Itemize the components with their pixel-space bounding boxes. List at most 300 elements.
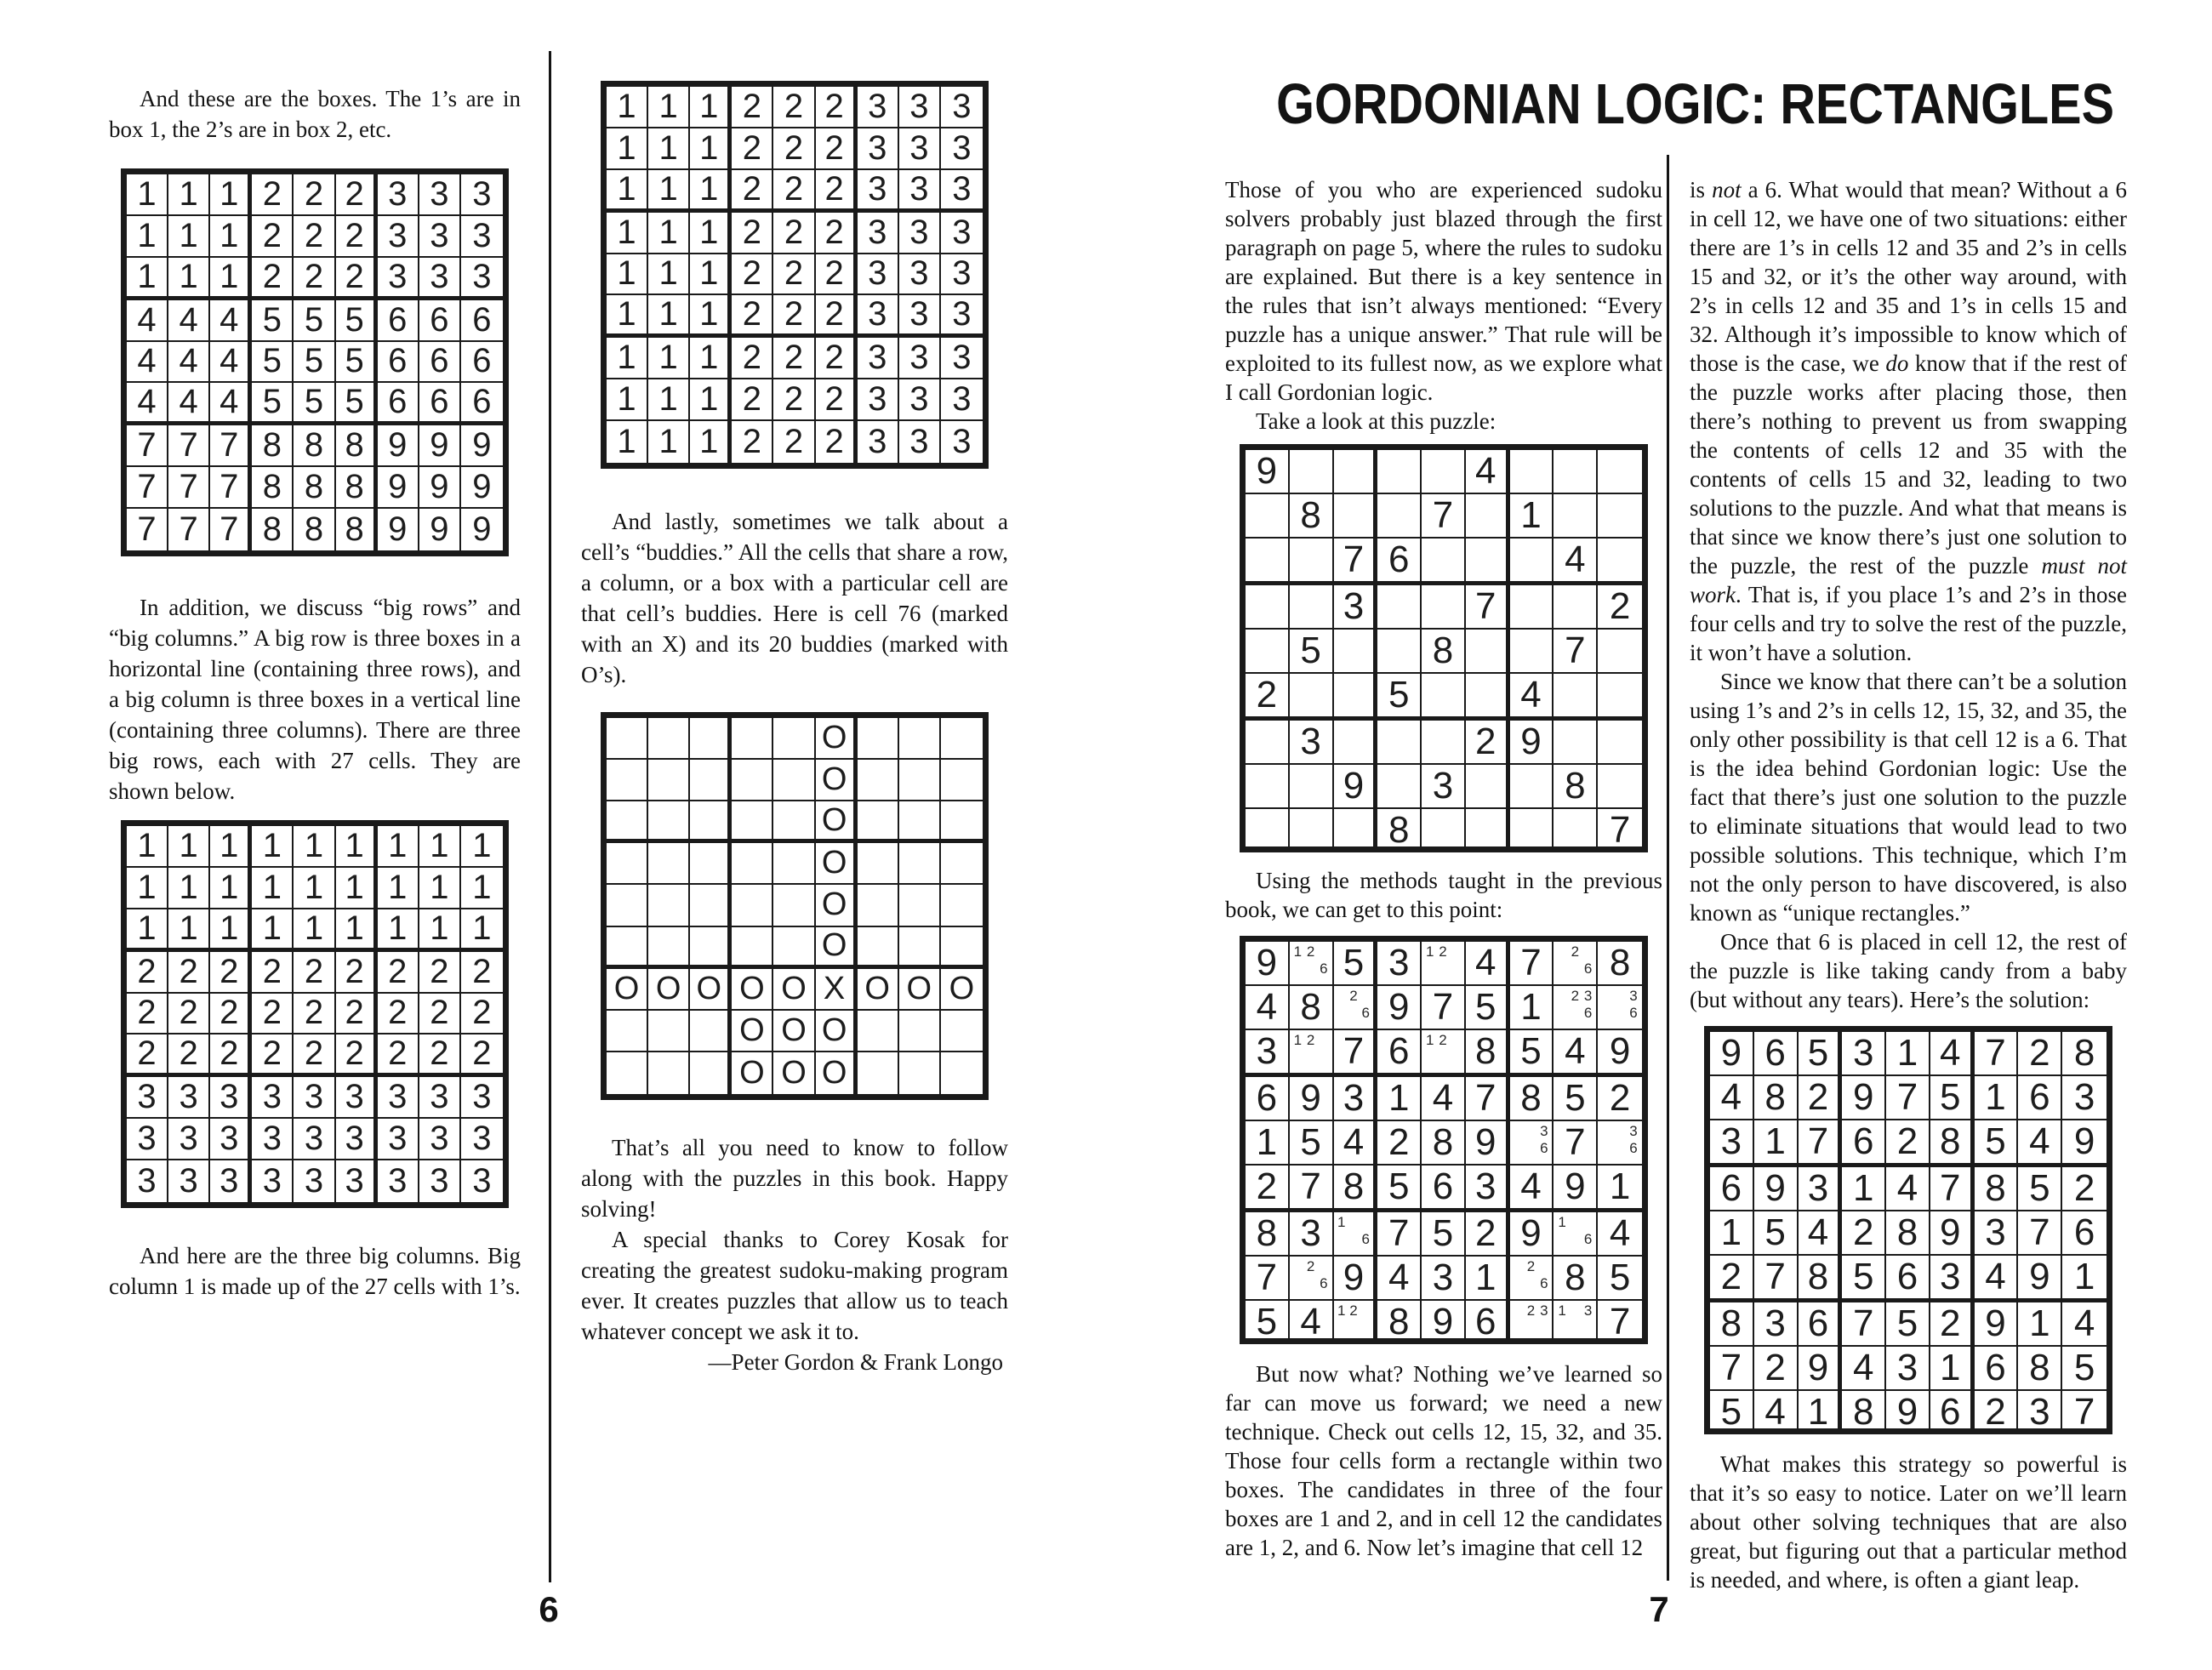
cell-value: 8 bbox=[262, 426, 282, 465]
grid-cell bbox=[127, 1077, 168, 1119]
grid-cell bbox=[1246, 1030, 1290, 1077]
grid-cell bbox=[1598, 1212, 1642, 1257]
cell-value: 3 bbox=[952, 423, 972, 461]
cell-value: 7 bbox=[1985, 1032, 2006, 1074]
grid-cell bbox=[210, 1119, 252, 1160]
cell-value: 2 bbox=[1896, 1120, 1918, 1162]
grid-cell bbox=[461, 258, 503, 300]
grid-cell bbox=[1930, 1391, 1975, 1433]
grid-cell bbox=[461, 509, 503, 550]
grid-cell bbox=[941, 1052, 983, 1094]
grid-cell bbox=[461, 383, 503, 425]
candidate-digit bbox=[1450, 972, 1462, 983]
grid-cell bbox=[858, 213, 899, 254]
grid-cell bbox=[419, 909, 461, 952]
cell-value: 8 bbox=[1609, 942, 1631, 983]
candidate-digit bbox=[1525, 1140, 1537, 1157]
grid-cell bbox=[648, 87, 690, 128]
grid-cell bbox=[1510, 494, 1554, 539]
cell-value: 5 bbox=[1764, 1211, 1786, 1253]
cell-value: 7 bbox=[137, 426, 157, 465]
cell-value: 4 bbox=[1764, 1391, 1786, 1433]
cell-value: 7 bbox=[1388, 1212, 1410, 1254]
right-page-column-divider bbox=[1667, 155, 1669, 1581]
grid-cell bbox=[461, 1034, 503, 1077]
candidate-digit bbox=[1537, 1319, 1550, 1331]
cell-value: 2 bbox=[304, 994, 324, 1032]
grid-cell bbox=[1290, 1166, 1334, 1212]
grid-cell bbox=[1377, 494, 1422, 539]
grid-cell bbox=[648, 718, 690, 760]
cell-value: 3 bbox=[952, 128, 972, 167]
grid-cell bbox=[1554, 539, 1598, 585]
grid-cell bbox=[461, 425, 503, 467]
grid-cell bbox=[336, 467, 378, 509]
grid-cell bbox=[210, 868, 252, 909]
cell-value: 3 bbox=[262, 1120, 282, 1158]
cell-value: 5 bbox=[1256, 1301, 1278, 1342]
cell-value: 9 bbox=[472, 426, 492, 465]
grid-cell bbox=[1598, 1030, 1642, 1077]
grid-cell bbox=[690, 87, 732, 128]
attribution: —Peter Gordon & Frank Longo bbox=[708, 1349, 1003, 1375]
grid-cell bbox=[773, 885, 815, 926]
left-page-column-2 bbox=[581, 81, 1008, 1377]
emphasized-text: not bbox=[1712, 177, 1742, 202]
grid-cell bbox=[1246, 1077, 1290, 1121]
cell-value: 3 bbox=[345, 1120, 364, 1158]
cell-value: 1 bbox=[2073, 1256, 2095, 1297]
cell-value: 3 bbox=[868, 254, 887, 293]
big-rows-grid bbox=[121, 820, 509, 1208]
grid-cell bbox=[1975, 1211, 2019, 1256]
grid-cell bbox=[419, 1119, 461, 1160]
grid-cell bbox=[1422, 539, 1466, 585]
cell-value: 2 bbox=[742, 213, 761, 251]
cell-value: O bbox=[613, 970, 640, 1006]
grid-cell bbox=[294, 425, 335, 467]
cell-value: 5 bbox=[1300, 1121, 1321, 1163]
cell-value: 5 bbox=[1475, 986, 1497, 1028]
grid-cell bbox=[2018, 1256, 2062, 1302]
grid-cell bbox=[1334, 942, 1378, 986]
grid-cell bbox=[1290, 942, 1334, 986]
grid-cell bbox=[1290, 765, 1334, 809]
candidate-digit bbox=[1613, 1140, 1627, 1157]
grid-cell bbox=[378, 909, 419, 952]
grid-cell bbox=[732, 885, 773, 926]
cell-value: 1 bbox=[699, 380, 719, 419]
grid-cell bbox=[252, 826, 294, 868]
grid-cell bbox=[336, 300, 378, 342]
cell-value: 2 bbox=[1852, 1211, 1874, 1253]
grid-cell bbox=[294, 868, 335, 909]
paragraph-buddies: And lastly, sometimes we talk about a cell’s “buddies.” All the cells that share a row, a column, or a box with a particular cell are that cell’s buddies. Here is cell 76 (marked with an X) and its 20 buddies (marked with O’s). bbox=[581, 509, 1008, 687]
grid-cell bbox=[461, 1119, 503, 1160]
candidate-digit bbox=[1525, 1157, 1537, 1162]
grid-cell bbox=[1377, 809, 1422, 852]
grid-cell bbox=[816, 885, 858, 926]
candidate-digit bbox=[1555, 1319, 1568, 1331]
grid-cell bbox=[1886, 1167, 1930, 1211]
candidate-digit: 2 bbox=[1349, 988, 1358, 1004]
cell-value: 7 bbox=[1720, 1347, 1742, 1388]
cell-value: 7 bbox=[1256, 1257, 1278, 1298]
cell-value: 1 bbox=[699, 254, 719, 293]
cell-value: 3 bbox=[909, 423, 929, 461]
grid-cell bbox=[378, 952, 419, 994]
right-page-column-2 bbox=[1690, 175, 2127, 1594]
grid-cell bbox=[1422, 1212, 1466, 1257]
cell-value: 4 bbox=[2073, 1302, 2095, 1344]
cell-value: 3 bbox=[304, 1120, 324, 1158]
grid-cell bbox=[1930, 1302, 1975, 1347]
grid-cell bbox=[294, 1034, 335, 1077]
grid-cell bbox=[732, 843, 773, 885]
cell-value: 5 bbox=[345, 383, 364, 421]
grid-cell bbox=[648, 760, 690, 801]
candidate-digit bbox=[1317, 1049, 1330, 1060]
grid-cell bbox=[858, 801, 899, 843]
cell-value: 3 bbox=[868, 213, 887, 251]
grid-cell bbox=[127, 300, 168, 342]
grid-cell bbox=[210, 300, 252, 342]
cell-value: 1 bbox=[658, 380, 678, 419]
candidate-digit bbox=[1360, 1302, 1371, 1319]
grid-cell bbox=[336, 342, 378, 384]
grid-cell bbox=[858, 254, 899, 296]
grid-cell bbox=[648, 338, 690, 379]
candidate-digit: 2 bbox=[1306, 943, 1315, 960]
grid-cell bbox=[1598, 986, 1642, 1030]
cell-value: 8 bbox=[1764, 1076, 1786, 1118]
grid-cell bbox=[2018, 1347, 2062, 1391]
cell-value: 8 bbox=[2073, 1032, 2095, 1074]
candidate-marks bbox=[1512, 1123, 1551, 1162]
candidate-digit: 2 bbox=[1526, 1302, 1536, 1319]
grid-cell bbox=[1422, 1166, 1466, 1212]
cell-value: 6 bbox=[1388, 1030, 1410, 1072]
candidate-digit bbox=[1317, 1060, 1330, 1071]
cell-value: 3 bbox=[1300, 1212, 1321, 1254]
grid-cell bbox=[1466, 630, 1510, 674]
cell-value: 6 bbox=[430, 342, 449, 380]
grid-cell bbox=[1886, 1211, 1930, 1256]
cell-value: 3 bbox=[388, 174, 408, 213]
cell-value: 1 bbox=[2029, 1302, 2050, 1344]
grid-cell bbox=[941, 885, 983, 926]
grid-cell bbox=[1377, 1121, 1422, 1166]
paragraph-powerful: What makes this strategy so powerful is that it’s so easy to notice. Later on we’ll learn about other solving techniques that are also great, but figuring out that a particular method is needed, and where, is often a giant leap. bbox=[1690, 1451, 2127, 1593]
grid-cell bbox=[1598, 674, 1642, 721]
cell-value: 1 bbox=[472, 868, 492, 906]
grid-cell bbox=[127, 342, 168, 384]
grid-cell bbox=[1975, 1302, 2019, 1347]
cell-value: 5 bbox=[1940, 1076, 1961, 1118]
cell-value: 3 bbox=[952, 213, 972, 251]
grid-cell bbox=[732, 295, 773, 338]
candidate-digit bbox=[1599, 1022, 1613, 1027]
cell-value: 2 bbox=[179, 952, 198, 990]
candidate-digit bbox=[1423, 1060, 1436, 1071]
cell-value: 1 bbox=[262, 868, 282, 906]
grid-cell bbox=[941, 760, 983, 801]
grid-cell bbox=[336, 994, 378, 1035]
grid-cell bbox=[607, 295, 648, 338]
candidate-digit bbox=[1304, 960, 1317, 977]
cell-value: 4 bbox=[1609, 1212, 1631, 1254]
cell-value: 3 bbox=[388, 257, 408, 295]
cell-value: 1 bbox=[617, 254, 636, 293]
cell-value: 1 bbox=[137, 174, 157, 213]
cell-value: 7 bbox=[1432, 986, 1454, 1028]
cell-value: 3 bbox=[1432, 765, 1454, 807]
candidate-digit bbox=[1450, 1032, 1462, 1049]
candidate-digit: 6 bbox=[1583, 960, 1593, 977]
cell-value: 1 bbox=[219, 868, 239, 906]
cell-value: O bbox=[821, 1054, 847, 1091]
cell-value: 8 bbox=[345, 468, 364, 506]
grid-cell bbox=[1799, 1347, 1843, 1391]
grid-cell bbox=[732, 379, 773, 421]
cell-value: 2 bbox=[219, 1034, 239, 1073]
candidate-digit: 2 bbox=[1571, 988, 1580, 1004]
page-title-text: GORDONIAN LOGIC: RECTANGLES bbox=[1276, 72, 2115, 136]
grid-cell bbox=[419, 467, 461, 509]
candidate-digit bbox=[1360, 1248, 1371, 1253]
cell-value: 3 bbox=[1940, 1256, 1961, 1297]
grid-cell bbox=[690, 421, 732, 463]
cell-value: 2 bbox=[219, 994, 239, 1032]
grid-cell bbox=[607, 170, 648, 213]
cell-value: 8 bbox=[1300, 986, 1321, 1028]
cell-value: 2 bbox=[179, 994, 198, 1032]
grid-cell bbox=[2018, 1032, 2062, 1076]
cell-value: 7 bbox=[1852, 1302, 1874, 1344]
candidate-digit bbox=[1512, 1331, 1525, 1342]
grid-cell bbox=[607, 885, 648, 926]
candidate-digit bbox=[1599, 1005, 1613, 1022]
candidate-digit bbox=[1582, 977, 1594, 983]
grid-cell bbox=[378, 258, 419, 300]
cell-value: 2 bbox=[1256, 1166, 1278, 1207]
cell-value: 3 bbox=[909, 213, 929, 251]
candidate-digit: 3 bbox=[1540, 1302, 1548, 1319]
candidate-digit bbox=[1348, 1231, 1360, 1248]
candidate-digit bbox=[1450, 1049, 1462, 1060]
grid-cell bbox=[607, 927, 648, 969]
cell-value: 8 bbox=[1807, 1256, 1829, 1297]
grid-cell bbox=[210, 1077, 252, 1119]
cell-value: 2 bbox=[742, 128, 761, 167]
cell-value: O bbox=[696, 970, 722, 1006]
cell-value: 2 bbox=[304, 216, 324, 254]
grid-cell bbox=[127, 1160, 168, 1202]
paragraph-once: Once that 6 is placed in cell 12, the rest of the puzzle is like taking candy from a baby (but without any tears). Here’s the solution: bbox=[1690, 929, 2127, 1012]
grid-cell bbox=[941, 87, 983, 128]
grid-cell bbox=[1422, 585, 1466, 630]
grid-cell bbox=[648, 885, 690, 926]
cell-value: 2 bbox=[1256, 674, 1278, 715]
grid-cell bbox=[816, 254, 858, 296]
cell-value: 1 bbox=[617, 213, 636, 251]
grid-cell bbox=[336, 868, 378, 909]
grid-cell bbox=[899, 801, 941, 843]
grid-cell bbox=[773, 254, 815, 296]
cell-value: 3 bbox=[262, 1078, 282, 1116]
grid-cell bbox=[252, 509, 294, 550]
grid-cell bbox=[690, 1052, 732, 1094]
cell-value: 6 bbox=[388, 342, 408, 380]
grid-cell bbox=[899, 170, 941, 213]
grid-cell bbox=[2062, 1211, 2107, 1256]
grid-cell bbox=[1754, 1167, 1799, 1211]
candidate-digit bbox=[1512, 1140, 1525, 1157]
grid-cell bbox=[1377, 721, 1422, 765]
grid-cell bbox=[378, 868, 419, 909]
cell-value: 1 bbox=[179, 216, 198, 254]
cell-value: 1 bbox=[658, 423, 678, 461]
grid-cell bbox=[1377, 1077, 1422, 1121]
grid-cell bbox=[1466, 942, 1510, 986]
candidate-digit bbox=[1436, 1060, 1449, 1071]
candidate-digit: 6 bbox=[1583, 1231, 1593, 1247]
cell-value: 2 bbox=[388, 1034, 408, 1073]
grid-cell bbox=[648, 927, 690, 969]
grid-cell bbox=[816, 338, 858, 379]
cell-value: 2 bbox=[345, 1034, 364, 1073]
candidate-digit bbox=[1555, 1005, 1568, 1022]
grid-cell bbox=[378, 425, 419, 467]
grid-cell bbox=[941, 338, 983, 379]
cell-value: 3 bbox=[868, 423, 887, 461]
cell-value: 1 bbox=[658, 128, 678, 167]
cell-value: 2 bbox=[430, 1034, 449, 1073]
grid-cell bbox=[127, 868, 168, 909]
grid-cell bbox=[1710, 1256, 1754, 1302]
cell-value: 3 bbox=[952, 169, 972, 208]
grid-cell bbox=[1290, 986, 1334, 1030]
grid-cell bbox=[1554, 585, 1598, 630]
grid-cell bbox=[336, 826, 378, 868]
grid-cell bbox=[294, 174, 335, 216]
grid-cell bbox=[1710, 1391, 1754, 1433]
candidate-digit: 1 bbox=[1558, 1214, 1566, 1230]
grid-cell bbox=[1554, 494, 1598, 539]
right-page-column-1 bbox=[1225, 175, 1662, 1562]
cell-value: 9 bbox=[1432, 1301, 1454, 1342]
grid-cell bbox=[1598, 1301, 1642, 1343]
grid-cell bbox=[1246, 539, 1290, 585]
cell-value: 8 bbox=[1896, 1211, 1918, 1253]
grid-cell bbox=[941, 254, 983, 296]
cell-value: 4 bbox=[1807, 1211, 1829, 1253]
grid-cell bbox=[773, 927, 815, 969]
grid-cell bbox=[732, 1011, 773, 1052]
grid-cell bbox=[1422, 765, 1466, 809]
grid-cell bbox=[1422, 450, 1466, 494]
grid-cell bbox=[690, 170, 732, 213]
cell-value: 2 bbox=[304, 257, 324, 295]
cell-value: 2 bbox=[742, 254, 761, 293]
grid-cell bbox=[1886, 1120, 1930, 1167]
cell-value: 3 bbox=[304, 1078, 324, 1116]
grid-cell bbox=[127, 174, 168, 216]
candidate-digit bbox=[1304, 977, 1317, 983]
grid-cell bbox=[858, 885, 899, 926]
cell-value: 3 bbox=[868, 87, 887, 125]
cell-value: 1 bbox=[304, 826, 324, 864]
grid-cell bbox=[419, 994, 461, 1035]
candidate-digit: 1 bbox=[1426, 943, 1434, 960]
grid-cell bbox=[1554, 630, 1598, 674]
grid-cell bbox=[461, 1077, 503, 1119]
cell-value: 6 bbox=[2029, 1076, 2050, 1118]
cell-value: 5 bbox=[1565, 1077, 1586, 1119]
cell-value: 3 bbox=[430, 174, 449, 213]
cell-value: 2 bbox=[472, 952, 492, 990]
grid-cell bbox=[1510, 450, 1554, 494]
cell-value: 3 bbox=[952, 295, 972, 333]
cell-value: 3 bbox=[909, 339, 929, 377]
cell-value: 9 bbox=[1764, 1167, 1786, 1209]
cell-value: 3 bbox=[430, 1162, 449, 1200]
cell-value: 2 bbox=[824, 87, 844, 125]
cell-value: O bbox=[821, 886, 847, 923]
cell-value: 2 bbox=[304, 1034, 324, 1073]
grid-cell bbox=[294, 994, 335, 1035]
grid-cell bbox=[378, 994, 419, 1035]
grid-cell bbox=[1554, 1121, 1598, 1166]
grid-cell bbox=[732, 760, 773, 801]
cell-value: 1 bbox=[1940, 1347, 1961, 1388]
grid-cell bbox=[210, 952, 252, 994]
cell-value: 3 bbox=[909, 254, 929, 293]
cell-value: 7 bbox=[1343, 1030, 1365, 1072]
cell-value: 4 bbox=[179, 383, 198, 421]
grid-cell bbox=[1334, 630, 1378, 674]
grid-cell bbox=[773, 421, 815, 463]
cell-value: 1 bbox=[658, 254, 678, 293]
cell-value: 1 bbox=[345, 826, 364, 864]
grid-cell bbox=[168, 174, 210, 216]
cell-value: 6 bbox=[472, 383, 492, 421]
cell-value: 1 bbox=[388, 909, 408, 947]
candidate-digit bbox=[1613, 1022, 1627, 1027]
cell-value: 3 bbox=[952, 87, 972, 125]
cell-value: 4 bbox=[1520, 1166, 1542, 1207]
cell-value: 5 bbox=[345, 342, 364, 380]
grid-cell bbox=[732, 969, 773, 1011]
grid-cell bbox=[816, 1052, 858, 1094]
cell-value: 1 bbox=[617, 339, 636, 377]
cell-value: 2 bbox=[345, 952, 364, 990]
cell-value: 1 bbox=[617, 87, 636, 125]
cell-value: 5 bbox=[1343, 942, 1365, 983]
grid-cell bbox=[419, 1034, 461, 1077]
cell-value: 2 bbox=[137, 994, 157, 1032]
cell-value: 4 bbox=[1565, 539, 1586, 580]
grid-cell bbox=[1799, 1302, 1843, 1347]
grid-cell bbox=[461, 342, 503, 384]
grid-cell bbox=[419, 425, 461, 467]
grid-cell bbox=[419, 509, 461, 550]
cell-value: 4 bbox=[1852, 1347, 1874, 1388]
grid-cell bbox=[1246, 674, 1290, 721]
cell-value: 5 bbox=[1520, 1030, 1542, 1072]
candidate-digit: 6 bbox=[1320, 1275, 1328, 1291]
grid-cell bbox=[336, 1160, 378, 1202]
